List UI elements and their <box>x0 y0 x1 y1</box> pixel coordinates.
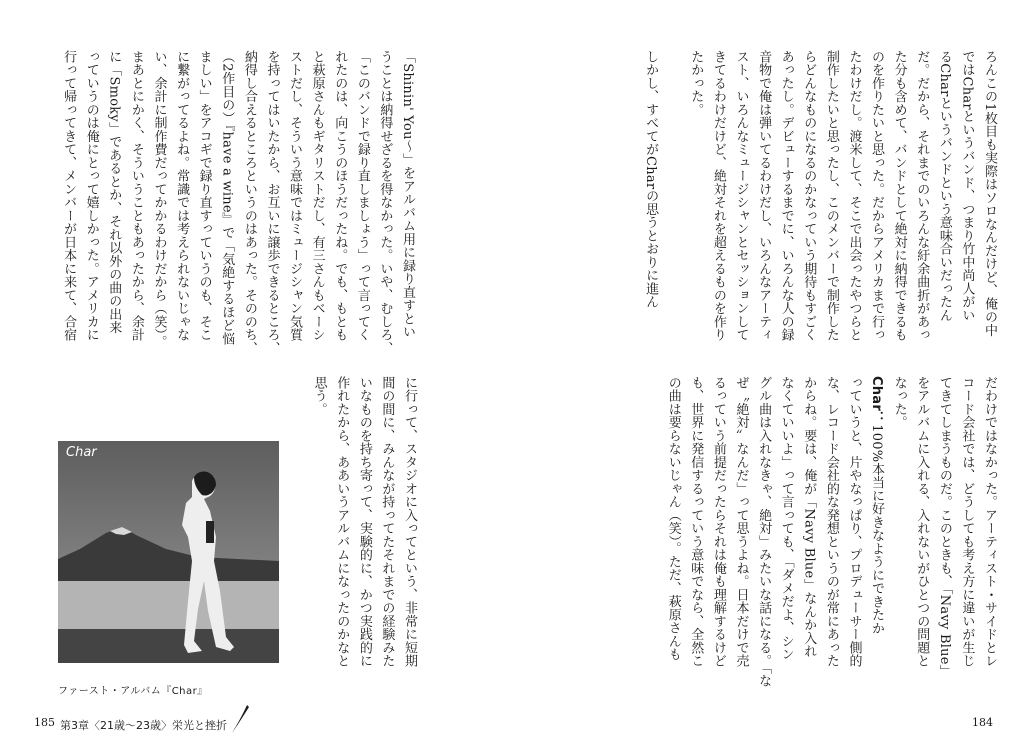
text-line: なった。 <box>891 376 907 429</box>
text-line: きてるわけだけど、絶対それを超えるものを作り <box>710 50 726 342</box>
char-speech-first-line: Char：100%本当に好きなようにできたか <box>869 376 885 635</box>
text-line: たかった。 <box>688 50 704 117</box>
text-line: に行って、スタジオに入ってという、非常に短期 <box>402 376 417 668</box>
text-line: 作れたから、ああいうアルバムになったのかなと <box>334 376 350 668</box>
text-line: からね。要は、俺が「Navy Blue」なんか入れ <box>801 376 817 658</box>
text-line: コード会社では、どうしても考え方に違いが生じ <box>959 376 975 668</box>
text-line: な、レコード会社的な発想というのが常にあった <box>823 376 839 668</box>
text-line: 納得し合えるところというのはあった。そののち、 <box>241 50 257 355</box>
text-line: だわけではなかった。アーティスト・サイドとレ <box>982 376 997 668</box>
brush-stroke-icon <box>229 704 251 734</box>
text-line: ぜ〝絶対〟なんだ」って思うよね。日本だけで売 <box>733 376 749 668</box>
text-line: れたのは、向こうのほうだったね。でも、もとも <box>332 50 348 342</box>
text-line: の曲は要らないじゃん（笑）。ただ、萩原さんも <box>665 376 681 661</box>
text-line: だ。だから、それまでのいろんな紆余曲折があっ <box>914 50 930 342</box>
text-line: らどんなものになるのかなっていう期待もすごく <box>801 50 817 342</box>
text-line <box>661 50 684 362</box>
right-page-number: 184 <box>972 716 993 729</box>
text-line: るCharというバンドという意味合いだったん <box>936 50 952 322</box>
text-line: 「Shinin' You～」をアルバム用に録り直すとい <box>400 50 415 339</box>
text-line: い、余計に制作費だってかかるわけだから（笑）。 <box>151 50 167 349</box>
text-line: しかし、すべてがCharの思うとおりに進ん <box>643 50 659 309</box>
text-line: 「このバンドで録り直しましょう」って言ってく <box>354 50 370 342</box>
text-line: てきてしまうものだ。このときも、「Navy Blue」 <box>936 376 952 678</box>
text-line: まあとにかく、そういうこともあったから、余計 <box>128 50 144 342</box>
album-cover-illustration <box>58 441 279 663</box>
text-line: をアルバムに入れる、入れないがひとつの問題と <box>914 376 930 668</box>
text-line: と萩原さんもギタリストだし、有三さんもベーシ <box>309 50 325 342</box>
text-line: グル曲は入れなきゃ、絶対」みたいな話になる。「な <box>756 376 772 688</box>
text-line: 思う。 <box>311 376 327 416</box>
album-cover-photo <box>58 441 279 663</box>
text-line: を持ってはいたから、お互いに譲歩できるところ、 <box>264 50 280 355</box>
right-page-upper-text <box>632 50 1000 362</box>
text-line: いなものを持ち寄って、実験的に、かつ実践的に <box>356 376 372 668</box>
text-line: スト、いろんなミュージシャンとセッションして <box>733 50 749 342</box>
photo-caption: ファースト・アルバム『Char』 <box>58 686 208 697</box>
text-line: 音物で俺は弾いてるわけだし、いろんなアーティ <box>756 50 772 342</box>
left-page-lower-text <box>296 376 420 694</box>
text-line: のを作りたいと思った。だからアメリカまで行っ <box>869 50 885 342</box>
text-line: 間の間に、みんなが持ってたそれまでの経験みた <box>379 376 395 668</box>
text-line: も、世界に発信するっていう意味でなら、全然こ <box>688 376 704 668</box>
right-page-narration <box>887 376 1000 694</box>
text-line: っていうのは俺にとって嬉しかった。アメリカに <box>83 50 99 342</box>
text-line: たわけだし。渡米して、そこで出会ったやつらと <box>846 50 862 342</box>
text-line: に「Smoky」であるとか、それ以外の曲の出来 <box>106 50 122 335</box>
text-line: ストだし、そういう意味ではミュージシャン気質 <box>287 50 303 342</box>
text-line: ではCharというバンド、つまり竹中尚人がい <box>959 50 975 322</box>
text-line: るっていう前提だったらそれは俺も理解するけど <box>710 376 726 668</box>
text-line: なくていいよ」って言っても、「ダメだよ、シン <box>778 376 794 661</box>
photo-label: Char <box>66 445 97 460</box>
text-line: っていうと、片やなっぱり、プロデューサー側的 <box>846 376 862 668</box>
text-line: 行って帰ってきて、メンバーが日本に来て、合宿 <box>61 50 77 342</box>
right-page-lower-text <box>602 376 1000 694</box>
text-line: あったし。デビューするまでに、いろんな人の録 <box>778 50 794 342</box>
text-line: た分も含めて、バンドとして絶対に納得できるも <box>891 50 907 342</box>
text-line: 制作したいと思ったし、このメンバーで制作した <box>823 50 839 342</box>
text-line: （2作目の）『have a wine』で「気絶するほど悩 <box>219 50 235 346</box>
speaker-label: Char： <box>869 376 885 425</box>
left-page-upper-text <box>50 50 418 362</box>
text-line: に繋がってるよね。常識では考えられないじゃな <box>174 50 190 342</box>
chapter-heading: 第3章〈21歳～23歳〉栄光と挫折 <box>60 719 227 732</box>
text-line: うことは納得せざるを得なかった。いや、むしろ、 <box>377 50 393 355</box>
text-line: ましい」をアコギで録り直すっていうのも、そこ <box>196 50 212 342</box>
left-page-number: 185 <box>34 716 55 729</box>
text-line: ろんこの1枚目も実際はソロなんだけど、俺の中 <box>982 50 997 337</box>
char-speech-continued <box>661 376 864 694</box>
